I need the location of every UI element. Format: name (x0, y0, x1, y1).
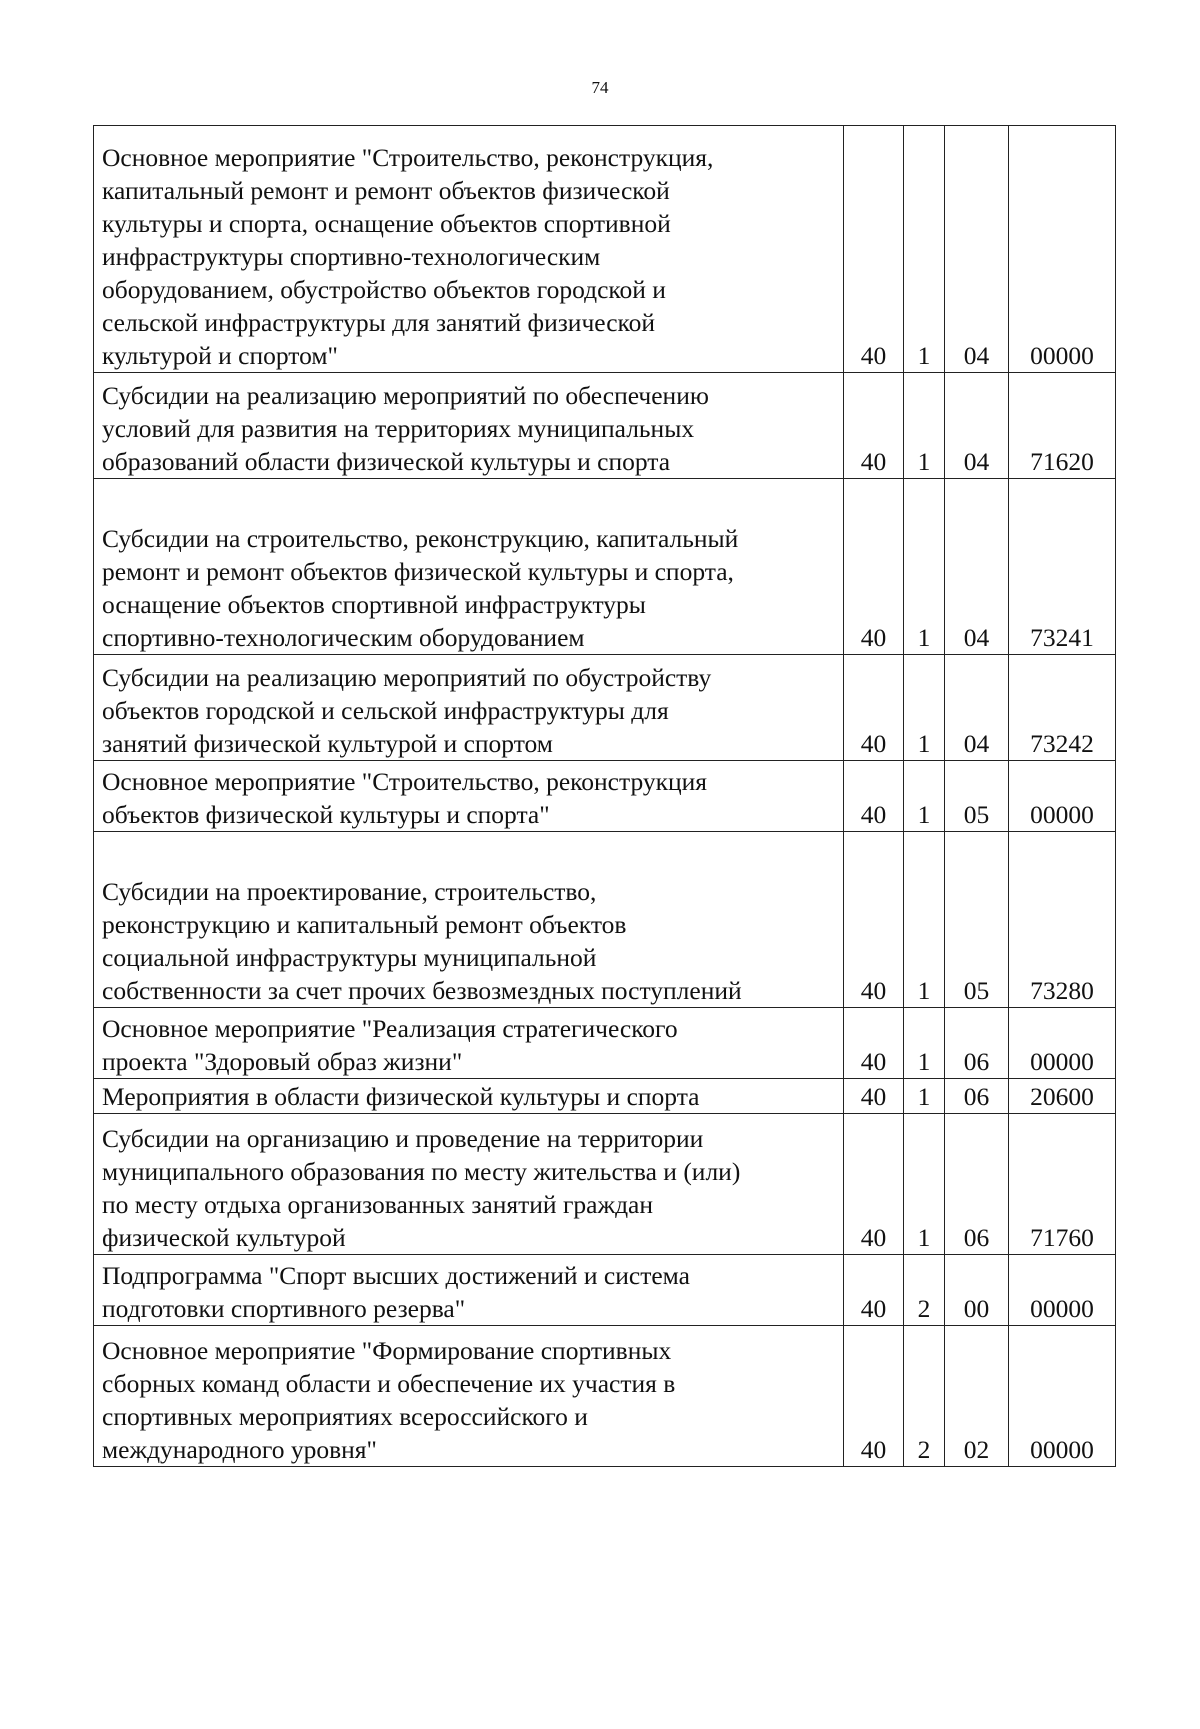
table-row (94, 655, 1116, 761)
code-program: 40 (844, 1008, 904, 1079)
table-row (94, 479, 1116, 655)
code-subprogram: 1 (904, 832, 945, 1008)
table-row (94, 1326, 1116, 1467)
code-program: 40 (844, 1255, 904, 1326)
code-main-event: 04 (945, 655, 1009, 761)
code-direction: 00000 (1009, 1255, 1116, 1326)
row-name: Основное мероприятие "Формирование спортивных сборных команд области и обеспечение их участия в спортивных мероприятиях всероссийского и международного уровня" (94, 1326, 844, 1467)
code-subprogram: 1 (904, 1008, 945, 1079)
code-program: 40 (844, 479, 904, 655)
table-row (94, 761, 1116, 832)
code-main-event: 04 (945, 373, 1009, 479)
table-row (94, 1255, 1116, 1326)
row-name: Основное мероприятие "Строительство, реконструкция объектов физической культуры и спорта" (94, 761, 844, 832)
code-subprogram: 1 (904, 126, 945, 373)
code-program: 40 (844, 1114, 904, 1255)
table-body (94, 126, 1116, 1467)
code-main-event: 06 (945, 1114, 1009, 1255)
page-number: 74 (591, 78, 609, 97)
code-direction: 00000 (1009, 126, 1116, 373)
code-main-event: 05 (945, 761, 1009, 832)
code-subprogram: 1 (904, 373, 945, 479)
code-direction: 00000 (1009, 1326, 1116, 1467)
code-main-event: 05 (945, 832, 1009, 1008)
code-main-event: 02 (945, 1326, 1009, 1467)
code-direction: 71760 (1009, 1114, 1116, 1255)
code-direction: 73242 (1009, 655, 1116, 761)
row-name: Субсидии на организацию и проведение на территории муниципального образования по месту жительства и (или) по месту отдыха организованных занятий граждан физической культурой (94, 1114, 844, 1255)
code-direction: 71620 (1009, 373, 1116, 479)
code-subprogram: 1 (904, 1114, 945, 1255)
code-subprogram: 1 (904, 479, 945, 655)
code-direction: 73241 (1009, 479, 1116, 655)
row-name: Мероприятия в области физической культуры и спорта (94, 1079, 844, 1114)
table-row (94, 126, 1116, 373)
table-row (94, 1008, 1116, 1079)
code-program: 40 (844, 655, 904, 761)
row-name: Подпрограмма "Спорт высших достижений и система подготовки спортивного резерва" (94, 1255, 844, 1326)
code-direction: 20600 (1009, 1079, 1116, 1114)
code-main-event: 06 (945, 1008, 1009, 1079)
code-main-event: 06 (945, 1079, 1009, 1114)
code-subprogram: 1 (904, 761, 945, 832)
row-name: Субсидии на строительство, реконструкцию, капитальный ремонт и ремонт объектов физической культуры и спорта, оснащение объектов спортивной инфраструктуры спортивно-технологическим оборудованием (94, 479, 844, 655)
table-row (94, 1079, 1116, 1114)
row-name: Субсидии на реализацию мероприятий по обустройству объектов городской и сельской инфраструктуры для занятий физической культурой и спортом (94, 655, 844, 761)
code-subprogram: 1 (904, 1079, 945, 1114)
code-direction: 73280 (1009, 832, 1116, 1008)
code-subprogram: 2 (904, 1326, 945, 1467)
table-row (94, 832, 1116, 1008)
code-main-event: 04 (945, 479, 1009, 655)
code-direction: 00000 (1009, 1008, 1116, 1079)
code-main-event: 04 (945, 126, 1009, 373)
code-subprogram: 1 (904, 655, 945, 761)
row-name: Субсидии на проектирование, строительство, реконструкцию и капитальный ремонт объектов социальной инфраструктуры муниципальной собственности за счет прочих безвозмездных поступлений (94, 832, 844, 1008)
row-name: Субсидии на реализацию мероприятий по обеспечению условий для развития на территориях муниципальных образований области физической культуры и спорта (94, 373, 844, 479)
table-row (94, 373, 1116, 479)
code-program: 40 (844, 1326, 904, 1467)
code-program: 40 (844, 832, 904, 1008)
code-direction: 00000 (1009, 761, 1116, 832)
code-program: 40 (844, 1079, 904, 1114)
code-program: 40 (844, 126, 904, 373)
row-name: Основное мероприятие "Строительство, реконструкция, капитальный ремонт и ремонт объектов физической культуры и спорта, оснащение объектов спортивной инфраструктуры спортивно-технологическим оборудованием, обустройство объектов городской и сельской инфраструктуры для занятий физической культурой и спортом" (94, 126, 844, 373)
row-name: Основное мероприятие "Реализация стратегического проекта "Здоровый образ жизни" (94, 1008, 844, 1079)
code-main-event: 00 (945, 1255, 1009, 1326)
budget-classification-table (93, 125, 1116, 1467)
code-subprogram: 2 (904, 1255, 945, 1326)
table-row (94, 1114, 1116, 1255)
code-program: 40 (844, 373, 904, 479)
code-program: 40 (844, 761, 904, 832)
